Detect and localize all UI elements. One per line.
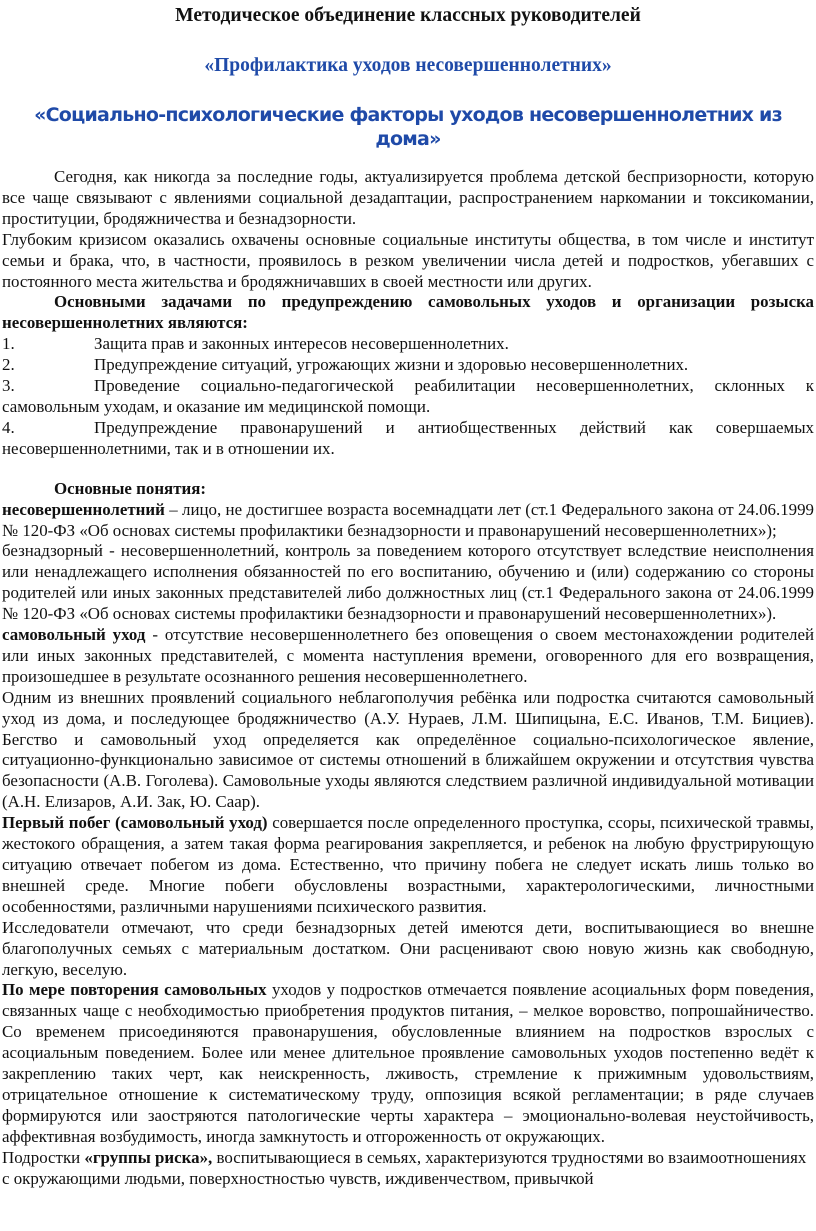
task-text: Предупреждение правонарушений и антиобщественных действий как совершаемых несовершеннолетними, так и в отношении их. xyxy=(2,417,814,458)
body-paragraph-text: Исследователи отмечают, что среди безнадзорных детей имеются дети, воспитывающиеся во внешне благополучных семьях с материальным достатком. Они расценивают свою новую жизнь как свободную, легкую, веселую. xyxy=(2,917,814,979)
concept-item xyxy=(2,541,814,625)
body-paragraph xyxy=(2,1148,814,1190)
concept-term: несовершеннолетний xyxy=(2,499,165,519)
concept-term: безнадзорный xyxy=(2,541,103,561)
concept-term: самовольный уход xyxy=(2,625,146,645)
concept-definition: - несовершеннолетний, контроль за поведением которого отсутствует вследствие неисполнения или ненадлежащего исполнения обязанностей по его воспитанию, обучению и (или) содержанию со стороны родителей или иных законных представителей либо должностных лиц (ст.1 Федерального закона от 24.06.1999 № 120-ФЗ «Об основах системы профилактики безнадзорности и правонарушений несовершеннолетних»). xyxy=(2,541,814,624)
intro-paragraph: Сегодня, как никогда за последние годы, актуализируется проблема детской беспризорности, которую все чаще связывают с явлениями социальной дезадаптации, распространением наркомании и токсикомании, проституции, бродяжничества и безнадзорности. xyxy=(2,167,814,228)
task-item xyxy=(2,418,814,460)
task-text: Предупреждение ситуаций, угрожающих жизни и здоровью несовершеннолетних. xyxy=(94,355,689,375)
document-body xyxy=(2,167,814,1190)
body-paragraph-text: совершается после определенного проступка, ссоры, психической травмы, жестокого обращения, а затем такая форма реагирования закрепляется, и ребенок на любую фрустрирующую ситуацию отвечает побегом из дома. Естественно, что причину побега не следует искать лишь только во внешней среде. Многие побеги обусловлены возрастными, характерологическими, личностными особенностями, различными нарушениями психического развития. xyxy=(2,813,815,916)
spacer xyxy=(2,460,814,479)
body-paragraph xyxy=(2,813,814,918)
concepts-heading: Основные понятия: xyxy=(54,478,206,498)
body-paragraph-lead: По мере повторения самовольных xyxy=(2,980,267,1000)
task-item xyxy=(2,334,814,355)
body-paragraph xyxy=(2,688,814,813)
tasks-heading: Основными задачами по предупреждению самовольных уходов и организации розыска несовершеннолетних являются: xyxy=(2,292,814,333)
task-number: 2. xyxy=(2,355,15,375)
task-text: Защита прав и законных интересов несовершеннолетних. xyxy=(94,334,509,354)
document-org-title: Методическое объединение классных руководителей xyxy=(175,5,641,26)
concept-item xyxy=(2,500,814,542)
body-paragraph-lead: «группы риска», xyxy=(84,1147,213,1167)
body-paragraph xyxy=(2,980,814,1147)
task-number: 3. xyxy=(2,376,15,396)
concept-definition: - отсутствие несовершеннолетнего без оповещения о своем местонахождении родителей или иных законных представителей, с момента наступления времени, оговоренного для его возвращения, произошедшее в результате осознанного решения несовершеннолетнего. xyxy=(2,625,814,686)
body-paragraph-text: воспитывающиеся в семьях, характеризуются трудностями во взаимоотношениях с окружающими людьми, поверхностностью чувств, иждивенчеством, привычкой xyxy=(2,1147,807,1188)
body-paragraph xyxy=(2,918,814,981)
task-text: Проведение социально-педагогической реабилитации несовершеннолетних, склонных к самовольным уходам, и оказание им медицинской помощи. xyxy=(2,376,814,416)
task-item xyxy=(2,376,814,418)
intro-paragraph: Глубоким кризисом оказались охвачены основные социальные институты общества, в том числе и институт семьи и брака, что, в частности, проявилось в резком увеличении числа детей и подростков, убегавших с постоянного места жительства и бродяжничавших в своей местности или других. xyxy=(2,229,814,291)
task-number: 1. xyxy=(2,334,15,354)
body-paragraph-lead: Первый побег (самовольный уход) xyxy=(2,813,268,833)
concept-item xyxy=(2,625,814,688)
document-subject-title: «Профилактика уходов несовершеннолетних» xyxy=(204,55,612,76)
task-item xyxy=(2,355,814,376)
body-paragraph-text: Одним из внешних проявлений социального неблагополучия ребёнка или подростка считаются самовольный уход из дома, и последующее бродяжничество (А.У. Нураев, Л.М. Шипицына, Е.С. Иванов, Т.М. Бициев). Бегство и самовольный уход определяется как определённое социально-психологическое явление, ситуационно-функционально зависимое от системы отношений в ближайшем окружении и отсутствия чувства безопасности (А.В. Гоголева). Самовольные уходы являются следствием различной индивидуальной мотивации (А.Н. Елизаров, А.И. Зак, Ю. Саар). xyxy=(2,687,814,812)
concept-definition: – лицо, не достигшее возраста восемнадцати лет (ст.1 Федерального закона от 24.06.1999 № 120-ФЗ «Об основах системы профилактики безнадзорности и правонарушений несовершеннолетних»); xyxy=(2,499,814,540)
body-paragraph-text: уходов у подростков отмечается появление асоциальных форм поведения, связанных чаще с необходимостью приобретения продуктов питания, – мелкое воровство, попрошайничество. Со временем присоединяются правонарушения, обусловленные влиянием на подростков взрослых с асоциальным поведением. Более или менее длительное проявление самовольных уходов постепенно ведёт к закреплению таких черт, как неискренность, лживость, стремление к прижимным удовольствиям, отрицательное отношение к систематическому труду, оппозиция всякой регламентации; в ряде случаев формируются или заостряются патологические черты характера – эмоционально-волевая неустойчивость, аффективная возбудимость, иногда замкнутость и отгороженность от окружающих. xyxy=(2,980,814,1146)
body-paragraph-pre: Подростки xyxy=(2,1147,85,1167)
document-topic-title: «Социально-психологические факторы уходов несовершеннолетних из дома» xyxy=(34,104,782,150)
task-number: 4. xyxy=(2,417,15,437)
